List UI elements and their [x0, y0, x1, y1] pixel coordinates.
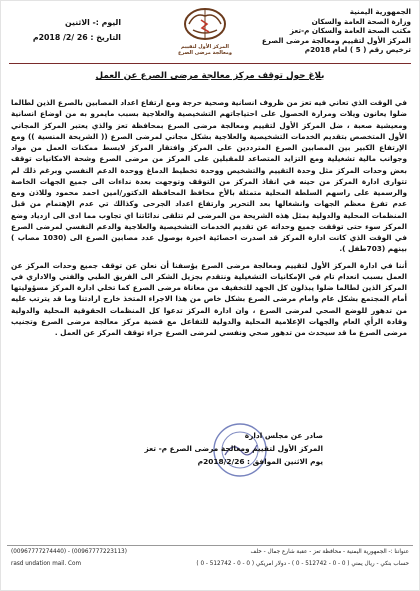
signature-line: صادر عن مجلس ادارة — [244, 431, 323, 440]
footer-address: عنواننا :- الجمهورية اليمنية - محافظة تعز - عقبة شارع جمال - خلف — [250, 549, 409, 555]
date-block — [11, 15, 121, 45]
body-paragraph: أننا في ادارة المركز الأول لتقييم ومعالجة مرضى الصرع يؤسفنا أن نعلن عن توقف جميع وحدات المركز عن العمل بسبب انعدام تام في الإمكانيات التشغيلية ونتقدم بجزيل الشكر الى الفريق الطبي والفني والاداري في المركز الذين لطالما ضلوا يبذلون كل الجهد للتخفيف من معاناة مرضى الصرع كما تخلي ادارة المركز مسؤوليتها أمام المجتمع بشكل عام وامام مرضى الصرع بشكل خاص من هذا الاجراء المتخذ خارج ارادتنا وما قد يترتب عليه من تدهور للوضع الصحي لمرضى الصرع ، وان ادارة المركز تدعوا كل المنظمات الحقوقية المحلية والدولية وقادة الرأي العام والجهات الإعلامية المحلية والدولية للتفاعل مع قضية مركز معالجة مرضى الصرع وتجنيب مرضى الصرع ما قد سيحدث من تدهور صحي ونفسي لمرضى الصرع جراء توقف المركز عن العمل . — [11, 260, 407, 337]
body-paragraph: في الوقت الذي تعاني فيه تعز من ظروف انسانية وصحية حرجة ومع ارتفاع اعداد المصابين بالصرع الذين لطالما ضلوا يعانون ويلات ومرارة الحصول على احتياجاتهم التشخيصية والعلاجية بسبب مايمرو به من اوضاع انسانية ومعيشية صعبة ، ضل المركز الأول لتقييم ومعالجة مرضى الصرع بمحافظة تعز والذي يعتبر المركز المجاني الأول المتخصص بتقديم الخدمات التشخيصية والعلاجية بشكل مجاني لمرضى الصرع (( الشريحة المنسية )) ومع الإرتفاع الكبير بين المصابين الصرع المترددين على المركز وافتقار المركز لابسط ممكنات العمل من مواد وجوانب مالية تشغيلية ومع التزايد المتصاعد للمقبلين على المركز من مرضى الصرع وشحة الامكانيات توقف بعض وحدات المركز مثل وحدة التقييم والتشخيص ووحدة تخطيط الدماغ ووحدة الدعم النفسي وبرغم ذلك لم تتوارى ادارة المركز من حينه في انقاذ المركز من التوقف وتوجهت بعدة نداءات الى جميع الجهات الخاصة والرسمية على راسهم السلطة المحلية متمثلة بالأخ محافظ المحافظة الدكتور/امين احمد محمود وللاذن ومع عدم تفرغ معظم الجهات وانشغالها بعد التحرير وارتفاع اعداد الجرحى وكذالك تي عدم الإهتمام من قبل المنظمات المحلية والدولية بمثل هذه الشريحة من المرضى لم تتلقى ندائاتنا اي تجاوب مما ادى الى ازدياد وضع المركز سوء حتى توقفت جميع وحداته عن تقديم الخدمات التشخيصية والعلاجية والدعم النفسي لمرضى الصرع في الوقت الذي كانت ادارة المركز قد اصدرت احصائية اخيرة بوصول عدد مصابين الصرع الى (1030 مصاب ) بينهم (703طفل ). — [11, 98, 407, 254]
signature-line: يوم الاثنين الموافق : 2018/2/26م — [197, 457, 323, 466]
letterhead-line: مكتب الصحة العامة والسكان م-تعز — [289, 26, 411, 36]
logo-text-line: المركز الأول لتقييم — [181, 44, 229, 50]
letterhead-line: المركز الأول لتقييم ومعالجة مرضى الصرع — [261, 35, 411, 45]
center-logo — [165, 6, 245, 64]
letter-body — [11, 97, 407, 343]
letterhead-line: الجمهورية اليمنية — [349, 7, 411, 16]
footer-email: rasd undation mail. Com — [11, 561, 82, 567]
day-value: الاثنين — [65, 18, 90, 27]
date-value: 26 /2/ 2018م — [32, 33, 88, 42]
signature-block — [93, 429, 323, 468]
letterhead-line: ترخيص رقم ( 5 ) لعام 2018م — [304, 45, 411, 55]
date-row — [11, 30, 121, 45]
logo-text-line: ومعالجة مرضى الصرع — [177, 50, 233, 56]
brain-logo-icon — [165, 6, 245, 46]
day-row — [11, 15, 121, 30]
footer-phone: (00967777223113) - (00967777274440) — [11, 549, 127, 555]
letterhead-line: وزارة الصحة العامة والسكان — [311, 16, 411, 26]
letter-title: بلاغ حول توقف مركز معالجة مرضى الصرع عن العمل — [95, 71, 325, 81]
letter-footer — [7, 545, 413, 584]
signature-line: المركز الأول لتقييم ومعالجة مرضى الصرع م- تعز — [144, 444, 323, 453]
day-label: اليوم :- — [92, 18, 121, 27]
footer-bank: حساب بنكي - ريال يمني ( 0 - 0 - 512742 - 0 ) - دولار امريكي ( 0 - 0 - 512742 - 0 ) — [196, 561, 409, 567]
header-divider — [9, 63, 411, 64]
date-label: التاريخ : — [90, 33, 121, 42]
